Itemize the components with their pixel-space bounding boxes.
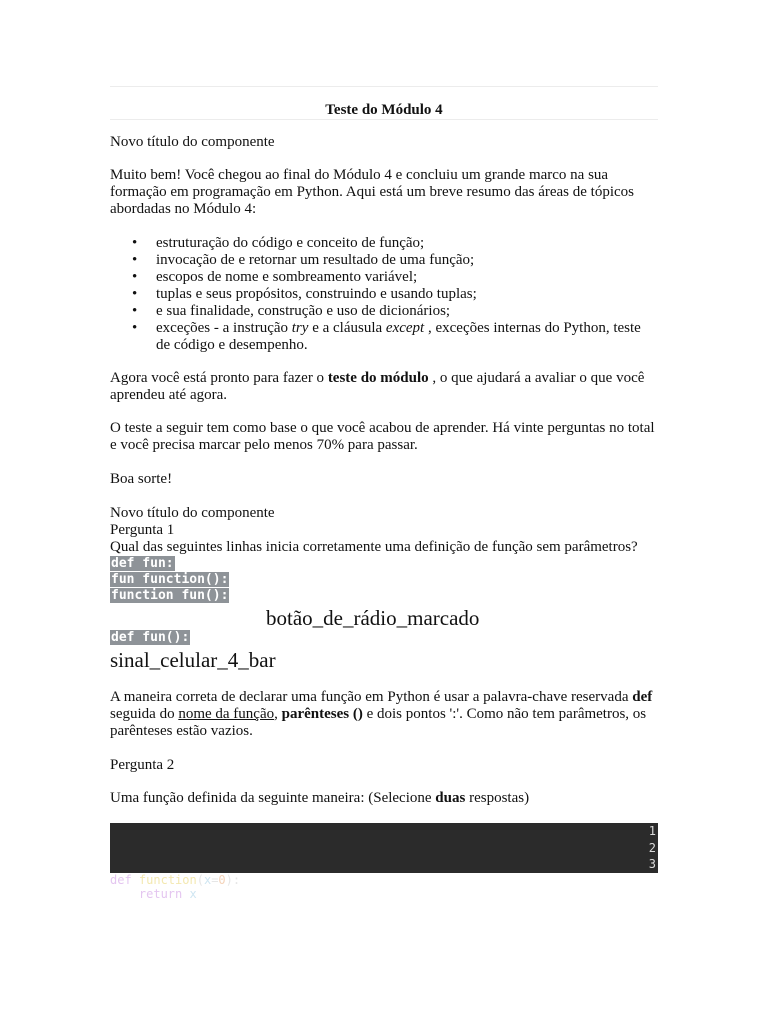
page-title: Teste do Módulo 4 [325,102,443,118]
topics-list [110,235,658,354]
top-divider [110,86,658,87]
title-divider [110,119,658,120]
question-1-explanation: A maneira correta de declarar uma função em Python é usar a palavra-chave reservada def seguida do nome da função, parênteses () e dois pontos ':'. Como não tem parâmetros, os parênteses estão vazios. [110,689,653,739]
good-luck-text: Boa sorte! [110,471,173,487]
question-1-text: Qual das seguintes linhas inicia corretamente uma definição de função sem parâmetros? [110,539,638,555]
list-item: • tuplas e seus propósitos, construindo e usando tuplas; [110,286,658,303]
question-1-label: Pergunta 1 [110,522,175,538]
line-number: 3 [648,857,656,871]
def-keyword: def [632,689,653,705]
component-title: Novo título do componente [110,134,275,150]
component-title: Novo título do componente [110,505,275,521]
list-item: • exceções - a instrução try e a cláusula except , exceções internas do Python, teste de código e desempenho. [110,320,658,354]
two-emphasis: duas [435,790,466,806]
question-2-label: Pergunta 2 [110,757,175,773]
list-item: • e sua finalidade, construção e uso de dicionários; [110,303,658,320]
code-editor [110,823,658,873]
test-info-paragraph: O teste a seguir tem como base o que você acabou de aprender. Há vinte perguntas no total e você precisa marcar pelo menos 70% para passar. [110,420,655,453]
question-2-text: Uma função definida da seguinte maneira: (Selecione duas respostas) [110,790,530,806]
function-name-term: nome da função [178,706,275,722]
signal-cellular-4-bar-icon: sinal_celular_4_bar [110,648,276,672]
except-keyword: except [385,320,425,336]
intro-paragraph: Muito bem! Você chegou ao final do Módulo 4 e concluiu um grande marco na sua formação em programação em Python. Aqui está um breve resumo das áreas de tópicos abordadas no Módulo 4: [110,167,634,217]
answer-option-1[interactable]: def fun: [111,556,174,571]
radio-button-checked-icon: botão_de_rádio_marcado [266,606,480,630]
list-item: • invocação de e retornar um resultado de uma função; [110,252,658,269]
list-item: • estruturação do código e conceito de função; [110,235,658,252]
ready-paragraph: Agora você está pronto para fazer o teste do módulo , o que ajudará a avaliar o que você aprendeu até agora. [110,370,645,403]
module-test-emphasis: teste do módulo [327,370,429,386]
line-number: 2 [648,841,656,855]
answer-option-4[interactable]: def fun(): [111,630,190,645]
code-line-2: return x [138,887,197,901]
line-number: 1 [648,824,656,838]
code-line-1: def function(x=0): [110,873,241,887]
try-keyword: try [291,320,309,336]
parentheses-term: parênteses () [281,706,363,722]
answer-option-3[interactable]: function fun(): [111,588,229,603]
answer-option-2[interactable]: fun function(): [111,572,229,587]
list-item: • escopos de nome e sombreamento variável; [110,269,658,286]
